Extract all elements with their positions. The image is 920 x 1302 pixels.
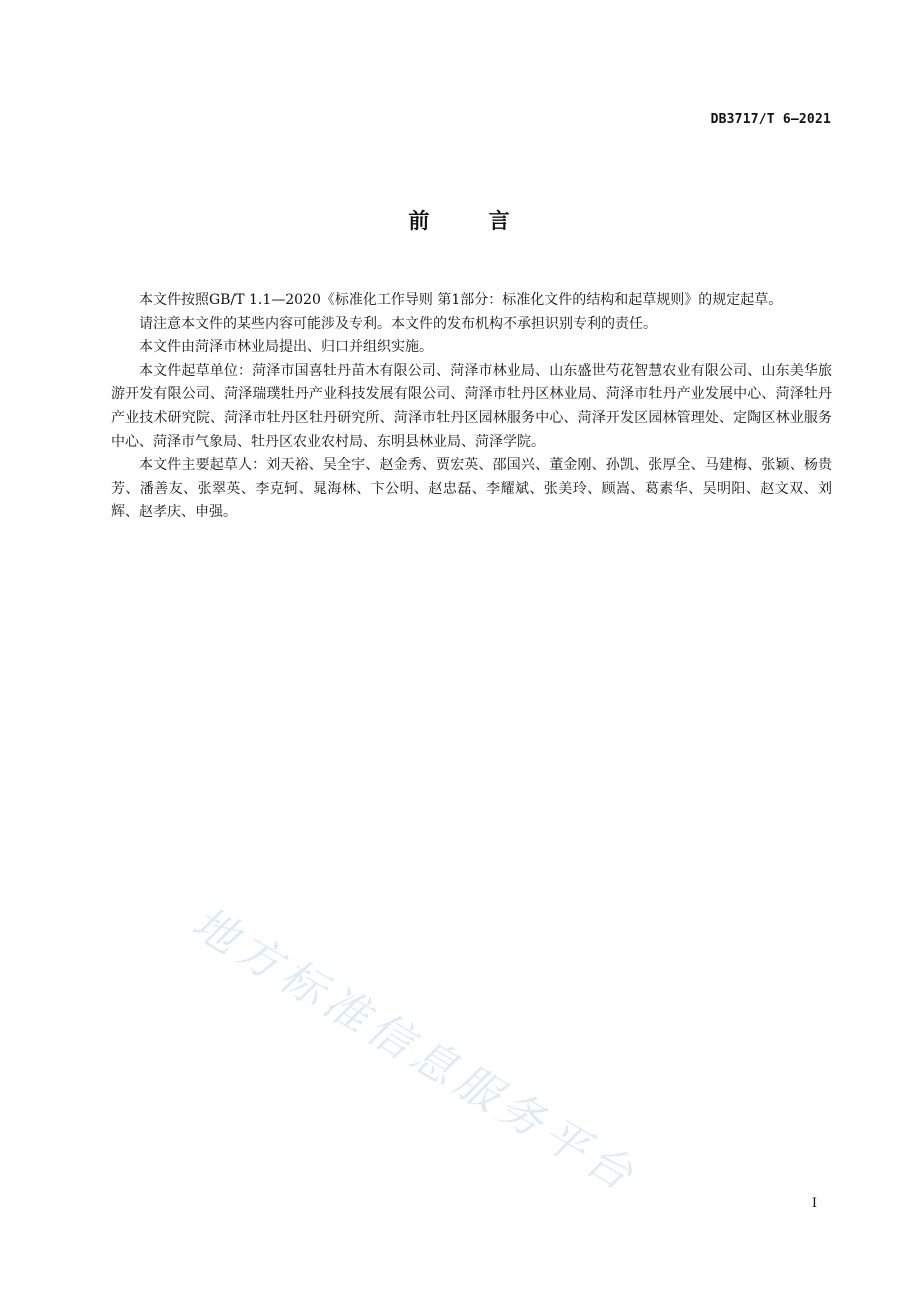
paragraph-drafting-basis: 本文件按照GB/T 1.1—2020《标准化工作导则 第1部分：标准化文件的结构和起草规则》的规定起草。 — [139, 292, 783, 308]
page-title: 前 言 — [408, 209, 512, 233]
document-body — [111, 289, 832, 525]
paragraph-proposer: 本文件由菏泽市林业局提出、归口并组织实施。 — [139, 339, 433, 356]
paragraph-drafters: 本文件主要起草人：刘天裕、吴全宇、赵金秀、贾宏英、邵国兴、董金刚、孙凯、张厚全、马建梅、张颖、杨贵芳、潘善友、张翠英、李克轲、晁海林、卞公明、赵忠磊、李耀斌、张美玲、顾嵩、葛素华、吴明阳、赵文双、刘辉、赵孝庆、申强。 — [111, 457, 832, 521]
document-code: DB3717/T 6—2021 — [710, 112, 831, 127]
page-number: I — [811, 1196, 817, 1211]
paragraph-patent-notice: 请注意本文件的某些内容可能涉及专利。本文件的发布机构不承担识别专利的责任。 — [139, 315, 657, 332]
paragraph-drafting-units: 本文件起草单位：菏泽市国喜牡丹苗木有限公司、菏泽市林业局、山东盛世芍花智慧农业有限公司、山东美华旅游开发有限公司、菏泽瑞璞牡丹产业科技发展有限公司、菏泽市牡丹区林业局、菏泽市牡丹产业发展中心、菏泽牡丹产业技术研究院、菏泽市牡丹区牡丹研究所、菏泽市牡丹区园林服务中心、菏泽开发区园林管理处、定陶区林业服务中心、菏泽市气象局、牡丹区农业农村局、东明县林业局、菏泽学院。 — [111, 362, 832, 450]
watermark: 地方标准信息服务平台 — [183, 897, 647, 1204]
